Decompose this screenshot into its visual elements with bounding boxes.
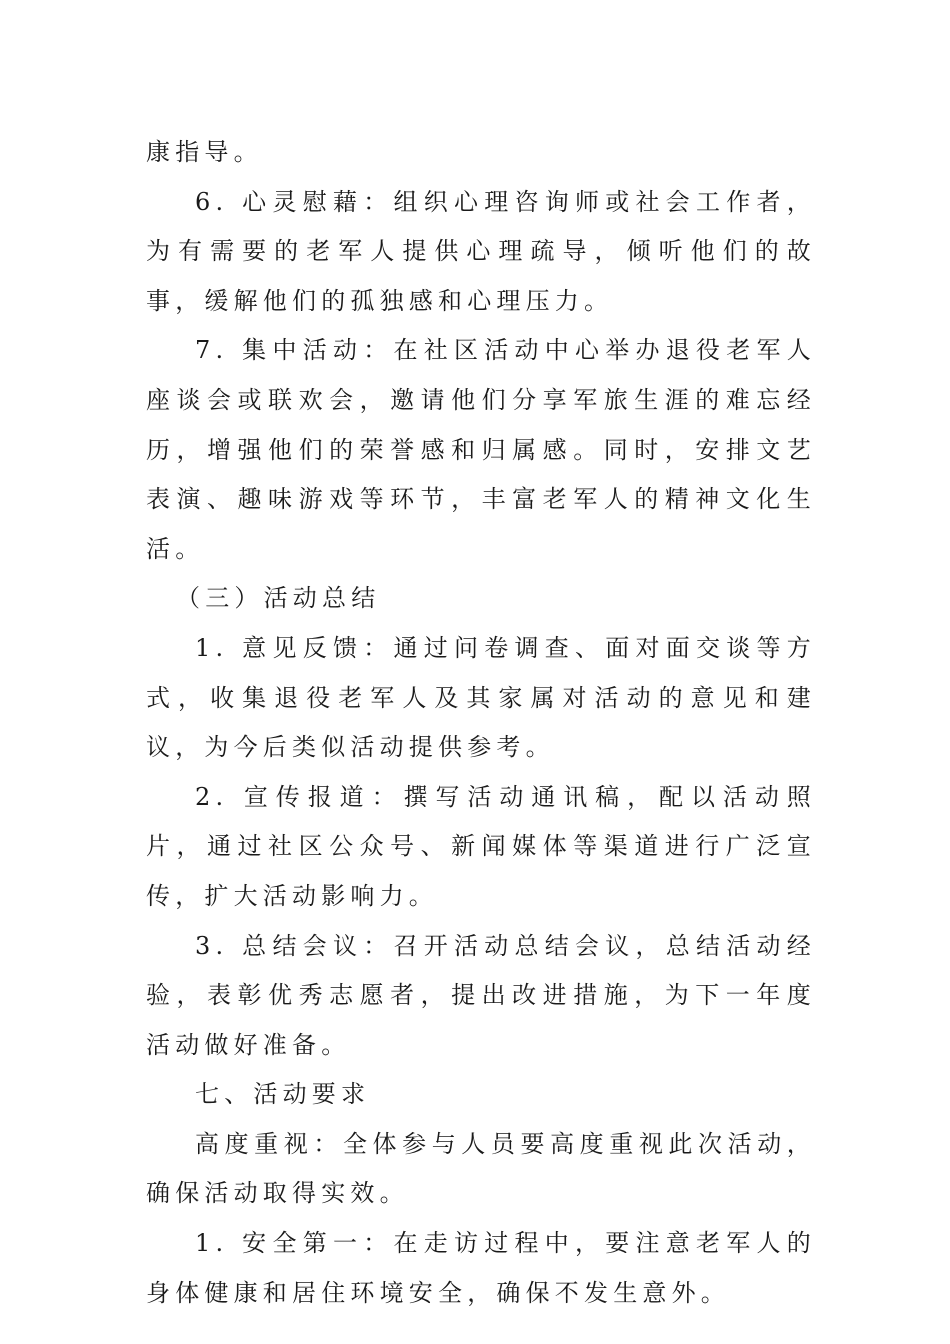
paragraph-item-7-group-activity: 7. 集中活动：在社区活动中心举办退役老军人座谈会或联欢会，邀请他们分享军旅生涯的难忘经历，增强他们的荣誉感和归属感。同时，安排文艺表演、趣味游戏等环节，丰富老军人的精神文化生活。 [146, 336, 816, 563]
paragraph-item-2-publicity: 2. 宣传报道：撰写活动通讯稿，配以活动照片，通过社区公众号、新闻媒体等渠道进行广泛宣传，扩大活动影响力。 [146, 782, 816, 910]
section-heading-activity-summary: （三）活动总结 [176, 584, 381, 613]
section-heading-activity-requirements: 七、活动要求 [195, 1080, 371, 1109]
paragraph-item-1-feedback: 1. 意见反馈：通过问卷调查、面对面交谈等方式，收集退役老军人及其家属对活动的意见和建议，为今后类似活动提供参考。 [146, 633, 816, 762]
paragraph-high-attention: 高度重视：全体参与人员要高度重视此次活动，确保活动取得实效。 [146, 1129, 816, 1208]
paragraph-item-6-spiritual-comfort: 6. 心灵慰藉：组织心理咨询师或社会工作者，为有需要的老军人提供心理疏导，倾听他们的故事，缓解他们的孤独感和心理压力。 [146, 187, 816, 315]
paragraph-item-3-summary-meeting: 3. 总结会议：召开活动总结会议，总结活动经验，表彰优秀志愿者，提出改进措施，为下一年度活动做好准备。 [146, 931, 816, 1059]
paragraph-item-1-safety-first: 1. 安全第一：在走访过程中，要注意老军人的身体健康和居住环境安全，确保不发生意外。 [146, 1229, 816, 1307]
document-body [146, 128, 816, 1318]
paragraph-continuation: 康指导。 [146, 138, 263, 166]
